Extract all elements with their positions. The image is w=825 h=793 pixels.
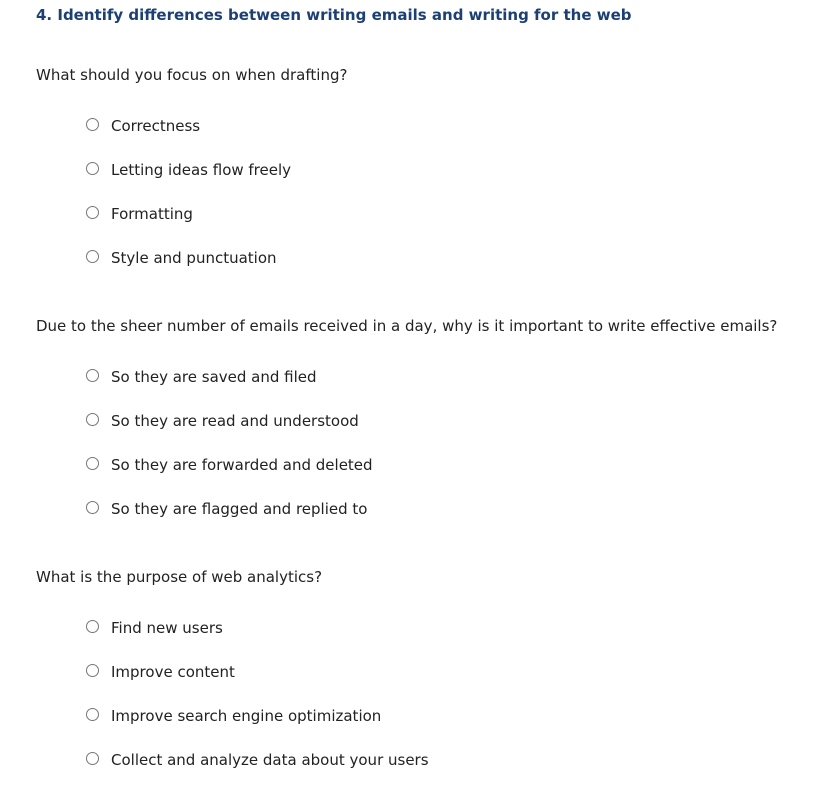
answer-option[interactable] [86,705,429,727]
answer-option-label: So they are forwarded and deleted [111,456,373,474]
answer-options [86,617,429,793]
radio-button[interactable] [86,413,99,426]
answer-option[interactable] [86,159,291,181]
question-text: Due to the sheer number of emails received in a day, why is it important to write effective emails? [36,317,778,335]
radio-button[interactable] [86,620,99,633]
section-title: 4. Identify differences between writing emails and writing for the web [36,6,632,24]
radio-button[interactable] [86,162,99,175]
radio-button[interactable] [86,457,99,470]
answer-option-label: So they are read and understood [111,412,359,430]
question-text: What is the purpose of web analytics? [36,568,323,586]
answer-option[interactable] [86,410,373,432]
radio-button[interactable] [86,369,99,382]
radio-button[interactable] [86,752,99,765]
answer-option[interactable] [86,247,291,269]
answer-option[interactable] [86,617,429,639]
answer-option[interactable] [86,366,373,388]
answer-option[interactable] [86,115,291,137]
answer-option-label: Find new users [111,619,223,637]
radio-button[interactable] [86,708,99,721]
answer-option[interactable] [86,661,429,683]
question-text: What should you focus on when drafting? [36,66,348,84]
question-3 [36,566,816,769]
radio-button[interactable] [86,501,99,514]
answer-option-label: Formatting [111,205,193,223]
radio-button[interactable] [86,664,99,677]
answer-options [86,115,291,291]
answer-option[interactable] [86,203,291,225]
answer-options [86,366,373,542]
answer-option-label: So they are flagged and replied to [111,500,368,518]
answer-option-label: Correctness [111,117,201,135]
answer-option-label: Collect and analyze data about your users [111,751,429,769]
answer-option-label: Style and punctuation [111,249,277,267]
answer-option[interactable] [86,749,429,771]
answer-option[interactable] [86,498,373,520]
question-1 [36,64,816,267]
radio-button[interactable] [86,118,99,131]
radio-button[interactable] [86,206,99,219]
answer-option-label: Letting ideas flow freely [111,161,292,179]
answer-option-label: Improve search engine optimization [111,707,382,725]
radio-button[interactable] [86,250,99,263]
answer-option-label: So they are saved and filed [111,368,317,386]
answer-option[interactable] [86,454,373,476]
answer-option-label: Improve content [111,663,235,681]
question-2 [36,315,816,518]
